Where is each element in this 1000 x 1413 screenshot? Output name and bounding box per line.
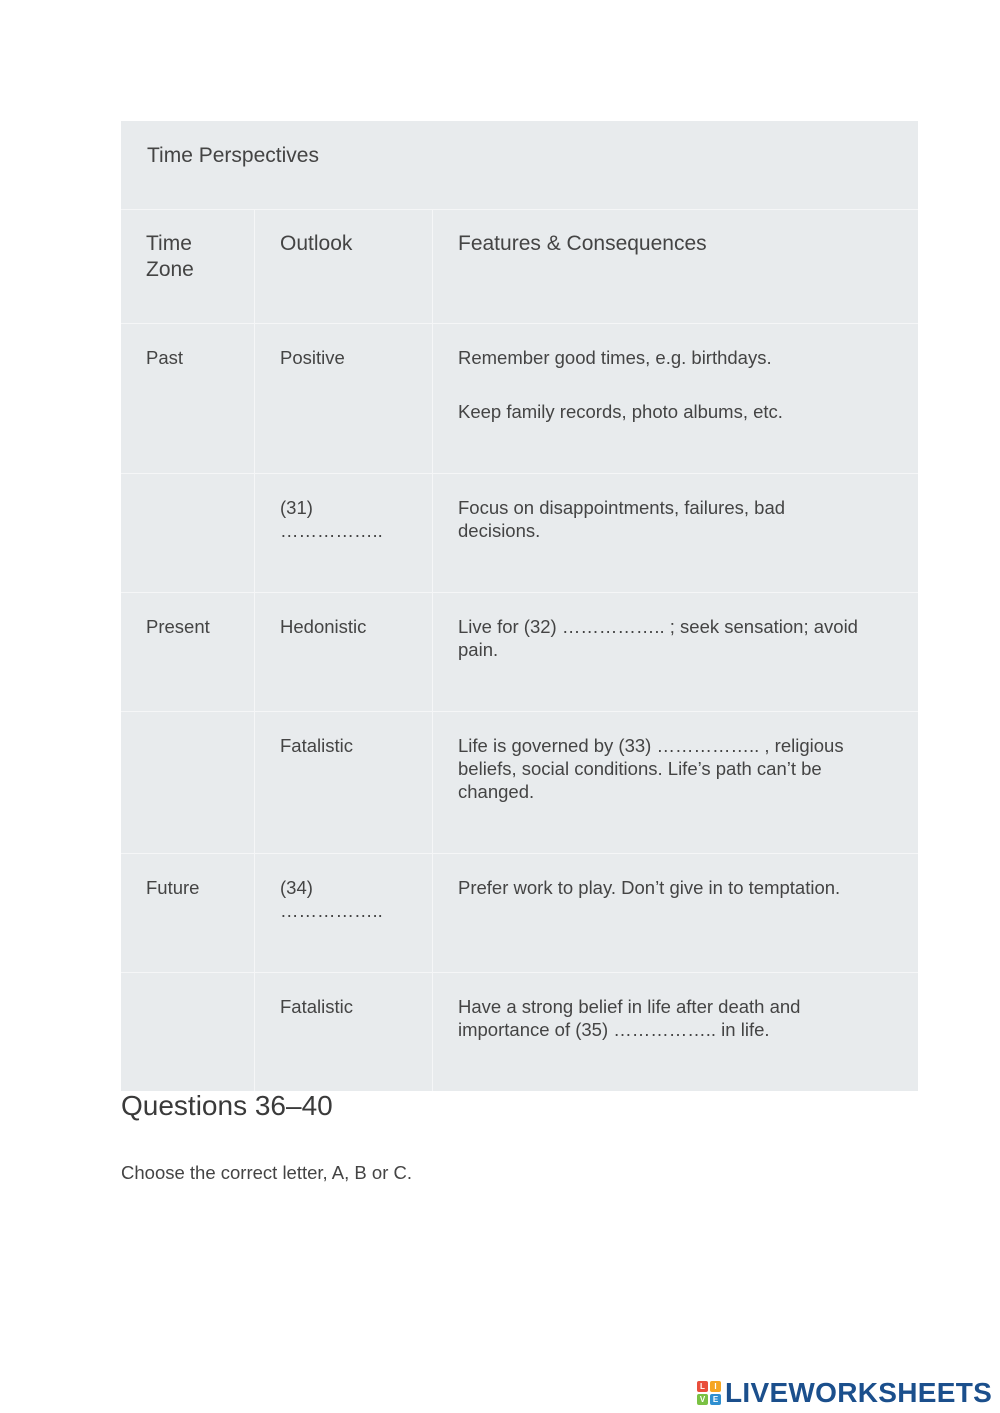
- feature-text: Remember good times, e.g. birthdays.: [458, 347, 772, 368]
- cell-zone: [121, 973, 255, 1091]
- feature-text[interactable]: Live for (32) …………….. ; seek sensation; avoid pain.: [458, 616, 858, 660]
- table-row: [121, 474, 918, 593]
- answer-blank-34[interactable]: (34) ……………..: [255, 854, 433, 972]
- cell-zone: Future: [121, 854, 255, 972]
- table-title-row: [121, 121, 918, 210]
- cell-outlook: Fatalistic: [255, 973, 433, 1091]
- cell-outlook: Positive: [255, 324, 433, 473]
- table-row: [121, 712, 918, 854]
- feature-text: Focus on disappointments, failures, bad decisions.: [458, 497, 786, 541]
- cell-outlook: Hedonistic: [255, 593, 433, 711]
- cell-zone: Present: [121, 593, 255, 711]
- questions-heading: Questions 36–40: [121, 1090, 333, 1121]
- cell-features: [433, 973, 918, 1091]
- cell-features: [433, 712, 918, 853]
- cell-zone: Past: [121, 324, 255, 473]
- logo-letter: E: [710, 1394, 721, 1405]
- logo-letter: I: [710, 1381, 721, 1392]
- cell-features: [433, 474, 918, 592]
- feature-text[interactable]: Life is governed by (33) …………….. , religious beliefs, social conditions. Life’s path can’t be changed.: [458, 735, 844, 802]
- table-row: [121, 593, 918, 712]
- cell-features: [433, 593, 918, 711]
- cell-features: [433, 324, 918, 473]
- cell-outlook: Fatalistic: [255, 712, 433, 853]
- cell-zone: [121, 712, 255, 853]
- table-header-row: [121, 210, 918, 324]
- cell-features: [433, 854, 918, 972]
- time-perspectives-table: [121, 121, 918, 1091]
- table-row: [121, 973, 918, 1091]
- cell-zone: [121, 474, 255, 592]
- header-features: Features & Consequences: [458, 232, 707, 255]
- logo-mark-icon: [697, 1381, 721, 1405]
- table-row: [121, 854, 918, 973]
- feature-text[interactable]: Have a strong belief in life after death and importance of (35) …………….. in life.: [458, 996, 801, 1040]
- logo-letter: V: [697, 1394, 708, 1405]
- logo-text: LIVEWORKSHEETS: [725, 1377, 993, 1408]
- feature-text: Keep family records, photo albums, etc.: [458, 401, 783, 422]
- header-time-zone: Time Zone: [121, 210, 255, 323]
- table-title: Time Perspectives: [147, 144, 319, 167]
- liveworksheets-logo: [697, 1378, 992, 1408]
- instruction-text: Choose the correct letter, A, B or C.: [121, 1162, 412, 1183]
- feature-text: Prefer work to play. Don’t give in to temptation.: [458, 877, 841, 898]
- logo-letter: L: [697, 1381, 708, 1392]
- table-row: [121, 324, 918, 474]
- header-outlook: Outlook: [255, 210, 433, 323]
- answer-blank-31[interactable]: (31) ……………..: [255, 474, 433, 592]
